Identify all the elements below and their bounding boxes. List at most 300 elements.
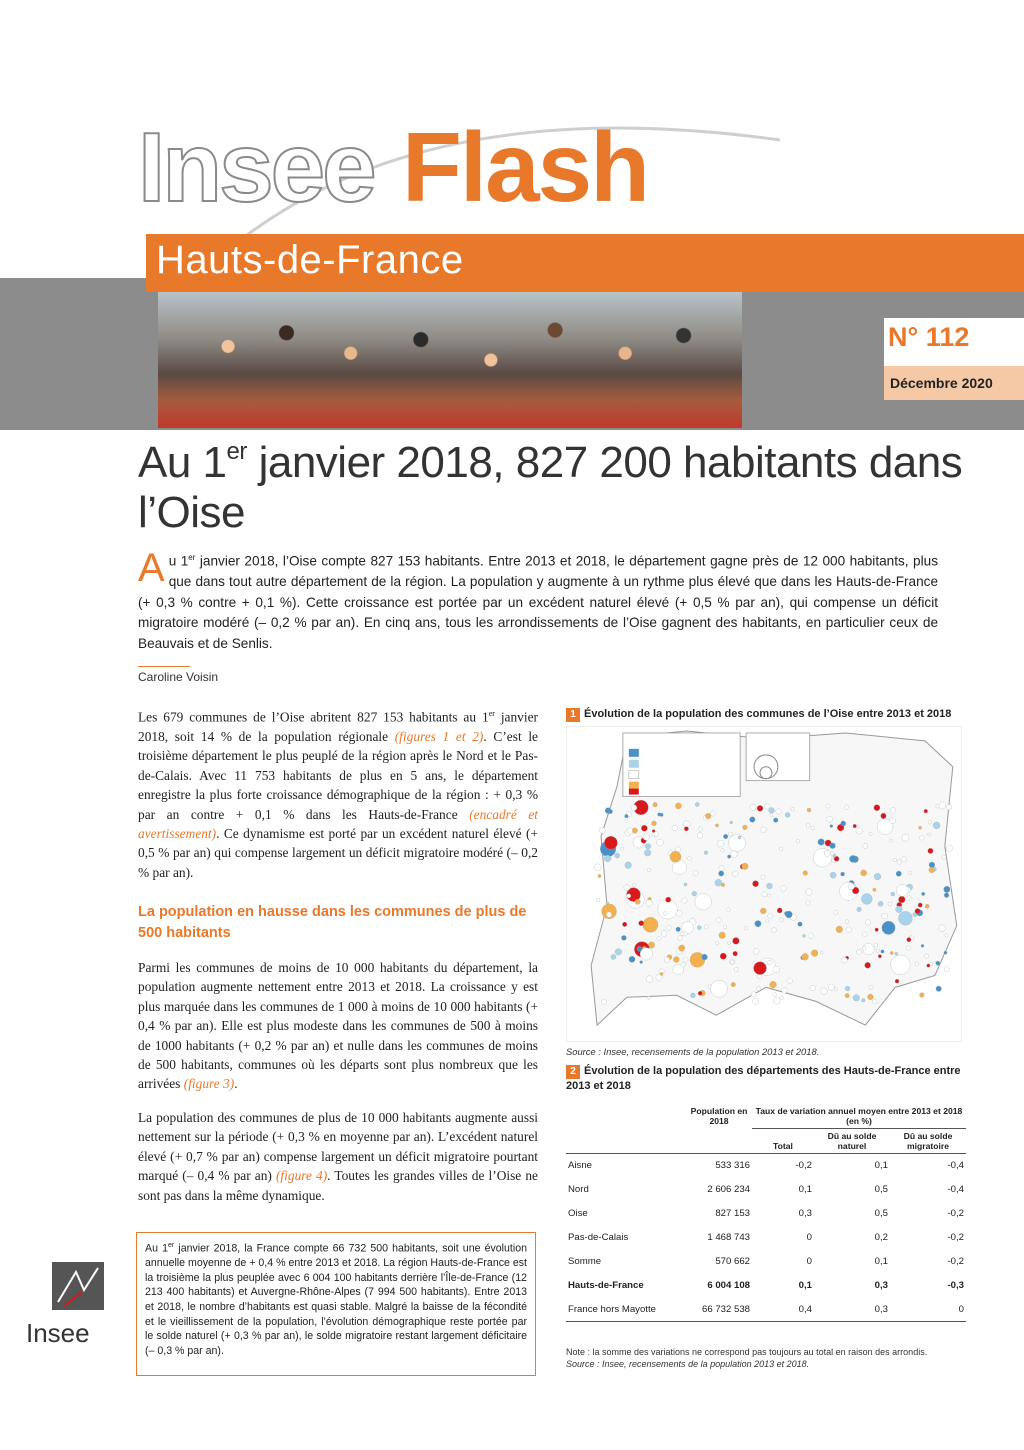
- commune-circle: [719, 932, 726, 939]
- table-cell-total: 0,1: [798, 1280, 812, 1291]
- commune-circle: [780, 996, 784, 1000]
- table-cell-pop: 1 468 743: [707, 1232, 750, 1243]
- commune-circle: [761, 827, 767, 833]
- population-table: [566, 1104, 966, 1322]
- commune-circle: [643, 834, 650, 841]
- commune-circle: [776, 809, 782, 815]
- table-cell-total: 0,3: [798, 1208, 812, 1219]
- page-title: [138, 438, 978, 538]
- commune-circle: [803, 871, 808, 876]
- commune-circle: [928, 821, 932, 825]
- commune-circle: [841, 872, 845, 876]
- table-cell-pop: 6 004 108: [707, 1280, 750, 1291]
- commune-circle: [826, 804, 830, 808]
- figure-1-title: [566, 708, 986, 722]
- commune-circle: [896, 906, 903, 913]
- commune-circle: [697, 926, 701, 930]
- commune-circle: [906, 946, 911, 951]
- commune-circle: [861, 870, 867, 876]
- commune-circle: [653, 802, 658, 807]
- encadre-text-a: Au 1: [145, 1242, 168, 1255]
- commune-circle: [856, 949, 861, 954]
- table-row: [566, 1202, 966, 1226]
- commune-circle: [761, 875, 765, 879]
- table-cell-name: Oise: [568, 1208, 588, 1219]
- commune-circle: [875, 928, 879, 932]
- commune-circle: [715, 824, 718, 827]
- commune-circle: [738, 836, 741, 839]
- dropcap: A: [138, 546, 165, 590]
- commune-circle: [658, 900, 677, 919]
- commune-circle: [798, 922, 803, 927]
- commune-circle: [857, 907, 862, 912]
- commune-circle: [895, 952, 898, 955]
- commune-circle: [608, 809, 612, 813]
- table-cell-pop: 827 153: [715, 1208, 750, 1219]
- commune-circle: [915, 962, 919, 966]
- commune-circle: [836, 926, 843, 933]
- figure-reference-link[interactable]: (figures 1 et 2): [394, 728, 484, 744]
- commune-circle: [773, 993, 777, 997]
- commune-circle: [928, 848, 933, 853]
- commune-circle: [644, 850, 651, 857]
- commune-circle: [936, 804, 940, 808]
- commune-circle: [841, 821, 846, 826]
- commune-circle: [676, 927, 681, 932]
- commune-circle: [777, 908, 782, 913]
- figure-2-source: Source : Insee, recensements de la population 2013 et 2018.: [566, 1359, 810, 1369]
- commune-circle: [874, 873, 881, 880]
- commune-circle: [907, 937, 911, 941]
- commune-circle: [667, 925, 672, 930]
- commune-circle: [773, 818, 778, 823]
- commune-circle: [939, 925, 946, 932]
- commune-circle: [830, 852, 834, 856]
- col-header-population: Population en 2018: [690, 1106, 748, 1126]
- commune-circle: [895, 979, 899, 983]
- commune-circle: [718, 871, 723, 876]
- commune-circle: [690, 993, 695, 998]
- commune-circle: [811, 826, 814, 829]
- table-cell-mig: -0,2: [947, 1232, 964, 1243]
- commune-circle: [766, 883, 772, 889]
- commune-circle: [944, 893, 949, 898]
- col-header-total: Total: [773, 1141, 793, 1151]
- commune-circle: [760, 908, 766, 914]
- commune-circle: [695, 893, 711, 909]
- table-cell-mig: -0,2: [947, 1208, 964, 1219]
- table-cell-mig: -0,4: [947, 1160, 964, 1172]
- commune-circle: [918, 903, 922, 907]
- commune-circle: [657, 936, 661, 940]
- commune-circle: [947, 805, 952, 810]
- commune-circle: [872, 999, 877, 1004]
- legend-swatch-growth: [629, 782, 639, 790]
- commune-circle: [862, 932, 867, 937]
- commune-circle: [770, 813, 773, 816]
- p1-text-d: . Ce dynamisme est porté par un excédent naturel élevé (+ 0,5 % par an) qui compense largement un déficit migratoire modéré (– 0,2 % par an).: [138, 825, 538, 880]
- table-cell-mig: -0,4: [947, 1184, 964, 1195]
- commune-circle: [732, 871, 738, 877]
- commune-circle: [697, 833, 703, 839]
- commune-circle: [878, 955, 881, 958]
- commune-circle: [704, 925, 708, 929]
- commune-circle: [767, 894, 770, 897]
- commune-circle: [874, 805, 880, 811]
- commune-circle: [896, 871, 901, 876]
- commune-circle: [621, 935, 626, 940]
- commune-circle: [715, 879, 722, 886]
- commune-circle: [762, 892, 767, 897]
- issue-date: Décembre 2020: [890, 375, 993, 391]
- commune-circle: [731, 851, 738, 858]
- commune-circle: [681, 962, 686, 967]
- commune-circle: [693, 871, 698, 876]
- encadre-sup: er: [167, 1242, 175, 1249]
- commune-circle: [625, 862, 632, 869]
- commune-circle: [742, 863, 749, 870]
- commune-circle: [909, 871, 912, 874]
- figure-2-title-text: Évolution de la population des départements des Hauts-de-France entre 2013 et 2018: [566, 1065, 961, 1092]
- commune-circle: [824, 850, 830, 856]
- commune-circle: [730, 821, 733, 824]
- body-paragraph-1: [138, 704, 538, 882]
- commune-circle: [629, 956, 635, 962]
- commune-circle: [898, 911, 912, 925]
- table-cell-pop: 66 732 538: [686, 1298, 752, 1322]
- commune-circle: [692, 891, 697, 896]
- commune-circle: [827, 816, 833, 822]
- table-cell-pop: 2 606 234: [707, 1184, 750, 1195]
- commune-circle: [687, 856, 692, 861]
- commune-circle: [755, 920, 761, 926]
- commune-circle: [902, 834, 909, 841]
- table-cell-total: 0,4: [752, 1298, 814, 1322]
- commune-circle: [915, 908, 920, 913]
- table-cell-name: Hauts-de-France: [568, 1280, 644, 1291]
- commune-circle: [672, 825, 678, 831]
- commune-circle: [861, 998, 865, 1002]
- commune-circle: [907, 896, 912, 901]
- commune-circle: [781, 885, 787, 891]
- table-cell-total: 0: [806, 1232, 812, 1243]
- figure-3-reference-link[interactable]: (figure 3): [183, 1076, 235, 1092]
- table-cell-nat: 0,3: [874, 1280, 888, 1291]
- map-legend-box: [623, 733, 740, 797]
- commune-circle: [604, 836, 617, 849]
- commune-circle: [684, 827, 688, 831]
- region-title: Hauts-de-France: [156, 238, 464, 282]
- commune-circle: [702, 954, 708, 960]
- commune-circle: [606, 912, 611, 917]
- commune-circle: [924, 954, 928, 958]
- commune-circle: [942, 855, 946, 859]
- commune-circle: [698, 991, 702, 995]
- commune-circle: [853, 994, 860, 1001]
- commune-circle: [753, 948, 759, 954]
- author-rule: [138, 666, 190, 667]
- table-cell-nat: 0,3: [814, 1298, 890, 1322]
- commune-circle: [856, 828, 862, 834]
- table-row: [566, 1154, 966, 1178]
- commune-circle: [723, 834, 728, 839]
- commune-circle: [890, 818, 896, 824]
- commune-circle: [806, 889, 813, 896]
- commune-circle: [787, 978, 793, 984]
- table-cell-total: 0: [806, 1256, 812, 1267]
- commune-circle: [754, 962, 767, 975]
- commune-circle: [806, 823, 810, 827]
- commune-circle: [869, 832, 872, 835]
- col-header-natural: Dû au solde naturel: [827, 1131, 877, 1151]
- commune-circle: [757, 974, 762, 979]
- commune-circle: [874, 943, 878, 947]
- commune-circle: [845, 993, 849, 997]
- commune-circle: [621, 847, 624, 850]
- commune-circle: [734, 967, 739, 972]
- commune-circle: [924, 809, 928, 813]
- commune-circle: [596, 898, 600, 902]
- commune-circle: [764, 804, 769, 809]
- commune-circle: [865, 920, 870, 925]
- commune-circle: [750, 817, 756, 823]
- commune-circle: [730, 960, 734, 964]
- commune-circle: [643, 917, 658, 932]
- commune-circle: [796, 839, 800, 843]
- commune-circle: [615, 853, 620, 858]
- commune-circle: [791, 807, 795, 811]
- commune-circle: [731, 982, 736, 987]
- figure-2-number: 2: [566, 1065, 580, 1079]
- table-cell-mig: -0,2: [947, 1256, 964, 1267]
- commune-circle: [663, 911, 667, 915]
- commune-circle: [890, 807, 896, 813]
- encadre-reference-link[interactable]: (encadré et avertissement): [138, 806, 538, 841]
- commune-circle: [861, 893, 872, 904]
- commune-circle: [862, 947, 866, 951]
- commune-circle: [750, 804, 756, 810]
- table-cell-nat: 0,5: [874, 1208, 888, 1219]
- issue-number: N° 112: [888, 322, 970, 352]
- table-row: [566, 1250, 966, 1274]
- commune-circle: [716, 941, 719, 944]
- table-body: [566, 1154, 966, 1322]
- commune-circle: [890, 839, 893, 842]
- commune-circle: [673, 957, 679, 963]
- commune-circle: [594, 864, 601, 871]
- commune-circle: [848, 883, 854, 889]
- commune-circle: [656, 839, 663, 846]
- commune-circle: [727, 855, 730, 858]
- commune-circle: [624, 885, 630, 891]
- commune-circle: [834, 988, 837, 991]
- figure-1-title-text: Évolution de la population des communes de l’Oise entre 2013 et 2018: [584, 708, 952, 720]
- title-part2: janvier 2018, 827 200 habitants dans l’Oise: [138, 438, 963, 537]
- commune-circle: [806, 900, 811, 905]
- commune-circle: [944, 967, 949, 972]
- commune-circle: [929, 862, 935, 868]
- commune-circle: [785, 812, 790, 817]
- commune-circle: [944, 951, 947, 954]
- commune-circle: [946, 845, 953, 852]
- table-cell-nat: 0,1: [874, 1256, 888, 1267]
- body-paragraph-2: [138, 958, 538, 1094]
- p1-sup: er: [488, 709, 495, 718]
- commune-circle: [849, 855, 856, 862]
- commune-circle: [920, 993, 925, 998]
- commune-circle: [615, 949, 622, 956]
- table-row: [566, 1274, 966, 1298]
- commune-circle: [807, 808, 811, 812]
- commune-circle: [646, 900, 653, 907]
- commune-circle: [771, 928, 776, 933]
- commune-circle: [675, 803, 681, 809]
- figure-4-reference-link[interactable]: (figure 4): [275, 1168, 328, 1184]
- commune-circle: [845, 986, 850, 991]
- commune-circle: [721, 849, 725, 853]
- commune-circle: [888, 902, 892, 906]
- table-cell-total: 0,1: [798, 1184, 812, 1195]
- commune-circle: [751, 992, 756, 997]
- commune-circle: [939, 802, 946, 809]
- commune-circle: [802, 934, 805, 937]
- commune-circle: [711, 811, 716, 816]
- legend-swatch-stable: [629, 771, 639, 779]
- commune-circle: [723, 925, 727, 929]
- commune-circle: [936, 961, 940, 965]
- commune-circle: [927, 964, 930, 967]
- commune-circle: [876, 949, 879, 952]
- commune-circle: [611, 954, 616, 959]
- commune-circle: [830, 843, 836, 849]
- p2-text-a: Parmi les communes de moins de 10 000 habitants du département, la population augmente nettement entre 2013 et 2018. La croissance y est plus marquée dans les communes de 1 000 à moins de 10 000 habitants (+ 0,4 % par an). Elle est plus modeste dans les communes de 500 à moins de 1000 habitants (+ 0,2 % par an) et nulle dans les communes de moins de 500 habitants, communes où les départs sont plus nombreux que les arrivées: [138, 960, 538, 1092]
- author-name: Caroline Voisin: [138, 670, 219, 684]
- col-header-migration: Dû au solde migratoire: [903, 1131, 953, 1151]
- commune-circle: [881, 813, 887, 819]
- table-cell-mig: -0,3: [947, 1280, 964, 1291]
- commune-circle: [679, 945, 685, 951]
- table-row: [566, 1298, 966, 1322]
- commune-circle: [863, 843, 868, 848]
- commune-circle: [928, 833, 931, 836]
- commune-circle: [727, 941, 730, 944]
- commune-circle: [705, 813, 711, 819]
- series-name-insee: Insee: [138, 112, 374, 222]
- commune-circle: [945, 934, 949, 938]
- commune-circle: [890, 951, 893, 954]
- lede-text-a: u 1: [168, 553, 189, 569]
- commune-circle: [647, 996, 650, 999]
- commune-circle: [868, 994, 874, 1000]
- commune-circle: [645, 844, 651, 850]
- lede-sup: er: [188, 553, 196, 562]
- figure-2-title: [566, 1064, 966, 1093]
- commune-circle: [631, 805, 637, 811]
- commune-circle: [625, 814, 629, 818]
- table-cell-mig: 0: [890, 1298, 966, 1322]
- figure-2-note: Note : la somme des variations ne correspond pas toujours au total en raison des arrondis.: [566, 1347, 928, 1357]
- commune-circle: [830, 825, 833, 828]
- commune-circle: [869, 985, 873, 989]
- table-cell-total: -0,2: [795, 1160, 812, 1172]
- commune-circle: [811, 950, 818, 957]
- commune-circle: [647, 868, 650, 871]
- p1-text-b: janvier 2018, soit 14 % de la population régionale: [138, 709, 538, 744]
- legend-swatch-decline: [629, 760, 639, 768]
- commune-circle: [743, 825, 748, 830]
- commune-circle: [664, 957, 670, 963]
- commune-circle: [666, 897, 671, 902]
- commune-circle: [785, 911, 792, 918]
- col-header-rate-group: Taux de variation annuel moyen entre 2013 et 2018 (en %): [752, 1104, 966, 1129]
- commune-circle: [632, 828, 637, 833]
- legend-swatch-decline-strong: [629, 749, 639, 757]
- lede-paragraph: [138, 548, 938, 654]
- commune-circle: [846, 927, 852, 933]
- commune-circle: [865, 962, 871, 968]
- commune-circle: [733, 951, 738, 956]
- commune-circle: [719, 866, 724, 871]
- commune-circle: [896, 884, 908, 896]
- commune-circle: [925, 904, 929, 908]
- commune-circle: [639, 921, 644, 926]
- commune-circle: [684, 883, 687, 886]
- commune-circle: [753, 998, 759, 1004]
- table-cell-nat: 0,1: [874, 1160, 888, 1172]
- commune-circle: [766, 920, 769, 923]
- commune-circle: [627, 894, 631, 898]
- commune-circle: [780, 918, 784, 922]
- table-cell-name: Pas-de-Calais: [568, 1232, 629, 1243]
- commune-circle: [845, 920, 849, 924]
- table-cell-name: Somme: [568, 1256, 602, 1267]
- commune-circle: [929, 867, 935, 873]
- series-name-flash: Flash: [402, 112, 648, 222]
- commune-circle: [768, 914, 773, 919]
- p3-text-b: . Toutes les grandes villes de l’Oise ne sont pas dans la même dynamique.: [138, 1168, 538, 1203]
- commune-circle: [670, 851, 681, 862]
- title-part1: Au 1: [138, 438, 227, 487]
- commune-circle: [882, 921, 895, 934]
- commune-circle: [637, 946, 642, 951]
- commune-circle: [641, 825, 647, 831]
- commune-circle: [652, 821, 657, 826]
- p3-text-a: La population des communes de plus de 10 000 habitants augmente aussi nettement sur la période (+ 0,3 % en moyenne par an). L’excédent naturel élevé (+ 0,7 % par an) compense largement un déficit migratoire pourtant marqué (– 0,4 % par an): [138, 1110, 538, 1184]
- commune-circle: [729, 835, 746, 852]
- commune-circle: [773, 997, 780, 1004]
- commune-circle: [652, 830, 655, 833]
- commune-circle: [660, 813, 663, 816]
- commune-circle: [744, 926, 748, 930]
- commune-circle: [733, 937, 740, 944]
- commune-circle: [601, 999, 606, 1004]
- legend-swatch-growth-strong: [629, 789, 639, 795]
- commune-circle: [695, 802, 699, 806]
- table-row: [566, 1226, 966, 1250]
- p1-text-c: . C’est le troisième département le plus peuplé de la région après le Nord et le Pas-de-Calais. Avec 11 753 habitants de plus en 5 ans, le département enregistre la plus forte croissance démographique de la région : + 0,3 % par an contre + 0,1 % dans les Hauts-de-France: [138, 728, 538, 822]
- commune-circle: [769, 807, 775, 813]
- commune-circle: [844, 805, 848, 809]
- commune-circle: [873, 888, 876, 891]
- table-cell-pop: 533 316: [715, 1160, 750, 1172]
- commune-circle: [640, 961, 643, 964]
- commune-circle: [878, 901, 883, 906]
- commune-circle: [936, 986, 942, 992]
- commune-circle: [770, 981, 777, 988]
- commune-circle: [773, 966, 780, 973]
- commune-circle: [898, 896, 905, 903]
- commune-circle: [779, 847, 783, 851]
